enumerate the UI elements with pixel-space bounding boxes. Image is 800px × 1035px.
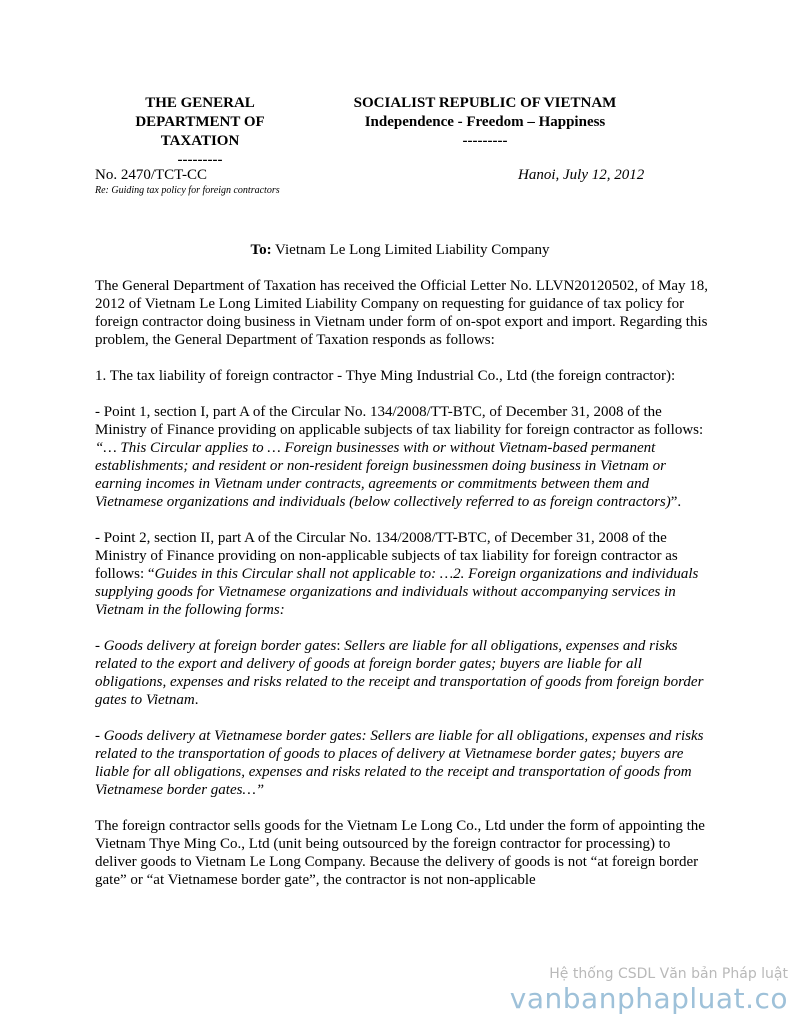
national-heading	[330, 94, 640, 151]
country-name: SOCIALIST REPUBLIC OF VIETNAM	[353, 95, 617, 111]
recipient-name: Vietnam Le Long Limited Liability Company	[271, 242, 550, 258]
place-and-date: Hanoi, July 12, 2012	[518, 167, 645, 183]
watermark-caption: Hệ thống CSDL Văn bản Pháp luật	[549, 966, 788, 982]
issuer-line-1: THE GENERAL	[145, 95, 255, 111]
paragraph-point-2	[95, 529, 715, 619]
point-2-text: - Point 2, section II, part A of the Circular No. 134/2008/TT-BTC, of December 31, 2008 of the Ministry of Finance providing on non-applicable subjects of tax liability for foreign contractor as follows: “	[95, 530, 678, 582]
watermark-site: vanbanphapluat.co	[509, 982, 788, 1015]
heading-rule: ---------	[462, 133, 508, 149]
issuer-rule: ---------	[177, 152, 223, 168]
paragraph-point-1	[95, 403, 715, 511]
foreign-border-end: .	[194, 692, 199, 708]
foreign-border-colon: :	[336, 638, 345, 654]
document-subject: Re: Guiding tax policy for foreign contractors	[95, 185, 280, 196]
paragraph-contractor-sale: The foreign contractor sells goods for the Vietnam Le Long Co., Ltd under the form of appointing the Vietnam Thye Ming Co., Ltd (unit being outsourced by the foreign contractor for processing) to deliver goods to Vietnam Le Long Company. Because the delivery of goods is not “at foreign border gate” or “at Vietnamese border gate”, the contractor is not non-applicable	[95, 818, 705, 888]
paragraph-section-1-title: 1. The tax liability of foreign contractor - Thye Ming Industrial Co., Ltd (the foreign contractor):	[95, 368, 676, 384]
point-1-quote: “… This Circular applies to … Foreign businesses with or without Vietnam-based permanent establishments; and resident or non-resident foreign businessmen doing business in Vietnam or earning incomes in Vietnam under contracts, agreements or commitments between them and Vietnamese organizations and individuals (below collectively referred to as foreign contractors)	[95, 440, 671, 510]
to-label: To:	[250, 242, 272, 258]
foreign-border-label: - Goods delivery at foreign border gates	[95, 638, 337, 654]
document-number: No. 2470/TCT-CC	[95, 167, 207, 183]
paragraph-foreign-border	[95, 637, 715, 709]
paragraph-intro: The General Department of Taxation has received the Official Letter No. LLVN20120502, of May 18, 2012 of Vietnam Le Long Limited Liability Company on requesting for guidance of tax policy for foreign contractor doing business in Vietnam under form of on-spot export and import. Regarding this problem, the General Department of Taxation responds as follows:	[95, 278, 709, 348]
foreign-border-text: Sellers are liable for all obligations, expenses and risks related to the export and delivery of goods at foreign border gates; buyers are liable for all obligations, expenses and risks related to the receipt and transportation of goods from foreign border gates to Vietnam	[95, 638, 704, 708]
point-1-end: ”.	[670, 494, 682, 510]
vietnam-border-text: - Goods delivery at Vietnamese border gates: Sellers are liable for all obligations, expenses and risks related to the transportation of goods to places of delivery at Vietnamese border gates; buyers are liable for all obligations, expenses and risks related to the receipt and transportation of goods from Vietnamese border gates…”	[95, 728, 704, 798]
issuer-block	[100, 94, 300, 170]
paragraph-vietnam-border	[95, 727, 715, 799]
issuer-line-2: DEPARTMENT OF	[135, 114, 265, 130]
issuer-line-3: TAXATION	[160, 133, 240, 149]
letter-body	[95, 277, 715, 889]
national-motto: Independence - Freedom – Happiness	[364, 114, 606, 130]
point-2-quote: Guides in this Circular shall not applicable to: …2. Foreign organizations and individuals supplying goods for Vietnamese organizations and individuals without accompanying services in Vietnam in the following forms:	[95, 566, 699, 618]
recipient-line	[0, 241, 800, 259]
point-1-text: - Point 1, section I, part A of the Circular No. 134/2008/TT-BTC, of December 31, 2008 of the Ministry of Finance providing on applicable subjects of tax liability for foreign contractor as follows:	[95, 404, 704, 438]
